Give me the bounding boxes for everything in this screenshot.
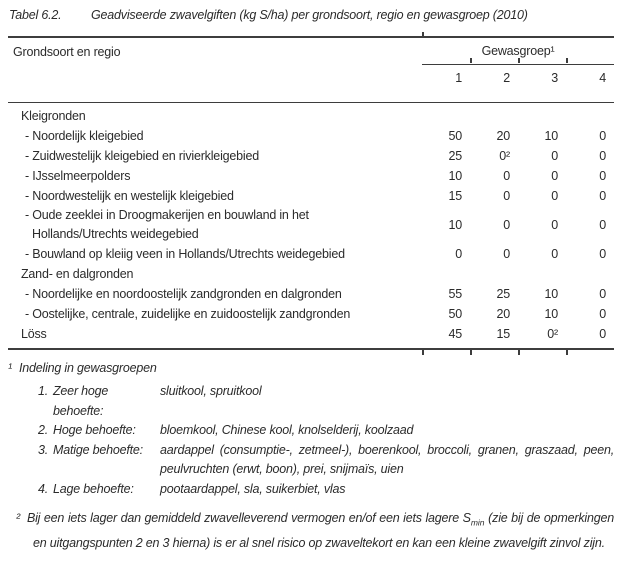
cell-value: 20: [496, 307, 510, 321]
cell-value: 0: [503, 218, 510, 232]
item-name: Matige behoefte:: [53, 442, 143, 457]
crop-group-item-4: [8, 480, 614, 500]
cell-value: 0: [551, 169, 558, 183]
table-row: [8, 284, 614, 304]
cell-value: 50: [448, 129, 462, 143]
column-divider-tick: [422, 32, 424, 37]
footnote-2-text-before: Bij een iets lager dan gemiddeld zwavelleverend vermogen en/of een iets lagere: [26, 511, 463, 525]
table-row: [8, 324, 614, 344]
item-number: 1.: [38, 384, 49, 398]
column-divider-tick: [518, 350, 520, 355]
cell-value: 0: [599, 307, 606, 321]
table-row: [8, 146, 614, 166]
footnote-1: [8, 360, 614, 376]
s-min-subscript: min: [470, 517, 485, 528]
table-header: [8, 38, 614, 103]
cell-value: 0: [503, 169, 510, 183]
row-label: - Zuidwestelijk kleigebied en rivierkleigebied: [25, 148, 259, 163]
table-caption: [8, 7, 614, 23]
table-row: [8, 264, 614, 284]
cell-value: 0: [551, 218, 558, 232]
row-label: Kleigronden: [21, 108, 86, 123]
column-header-grondsoort: Grondsoort en regio: [13, 44, 121, 59]
cell-value: 20: [496, 129, 510, 143]
column-divider-tick: [566, 58, 568, 63]
item-crops: pootaardappel, sla, suikerbiet, vlas: [160, 481, 346, 496]
cell-value: 0: [599, 247, 606, 261]
cell-value: 10: [448, 169, 462, 183]
table-row: [8, 166, 614, 186]
column-group-header: [422, 38, 614, 65]
item-name: Hoge behoefte:: [53, 423, 136, 437]
footnote-2: [8, 508, 614, 553]
column-header-2: 2: [503, 71, 510, 85]
cell-value: 0: [551, 247, 558, 261]
table-row: [8, 206, 614, 244]
footnote-1-marker: ¹: [8, 361, 12, 375]
item-crops: sluitkool, spruitkool: [160, 384, 262, 398]
table-header-row-2: [8, 65, 614, 102]
cell-value: 55: [448, 287, 462, 301]
cell-value: 25: [496, 287, 510, 301]
crop-group-list: [8, 382, 614, 499]
cell-value: 45: [448, 327, 462, 341]
item-name: Zeer hoge behoefte:: [53, 384, 109, 418]
row-label: - Noordelijk kleigebied: [25, 128, 144, 143]
table-header-row-1: [8, 38, 614, 65]
cell-value: 0: [599, 327, 606, 341]
item-crops: bloemkool, Chinese kool, knolselderij, koolzaad: [160, 423, 414, 437]
column-group-label: Gewasgroep¹: [481, 44, 555, 58]
cell-value: 0: [551, 149, 558, 163]
column-divider-tick: [470, 350, 472, 355]
row-label: Löss: [21, 326, 47, 341]
cell-value: 25: [448, 149, 462, 163]
cell-value: 10: [544, 307, 558, 321]
item-number: 3.: [38, 442, 49, 457]
column-header-4: 4: [599, 71, 606, 85]
cell-value: 0: [551, 189, 558, 203]
table-row: [8, 106, 614, 126]
data-table: [8, 36, 614, 350]
row-label: - Noordelijke en noordoostelijk zandgronden en dalgronden: [25, 286, 342, 301]
cell-value: 0: [455, 247, 462, 261]
cell-value: 0²: [547, 327, 558, 341]
cell-value: 10: [544, 287, 558, 301]
row-label: - Bouwland op kleiig veen in Hollands/Utrechts weidegebied: [25, 246, 345, 261]
table-row: [8, 186, 614, 206]
column-divider-tick: [470, 58, 472, 63]
table-row: [8, 126, 614, 146]
footnote-1-title: Indeling in gewasgroepen: [18, 361, 157, 375]
cell-value: 0: [599, 218, 606, 232]
cell-value: 15: [496, 327, 510, 341]
cell-value: 0: [599, 287, 606, 301]
row-label: - Noordwestelijk en westelijk kleigebied: [25, 188, 234, 203]
header-spacer: [8, 65, 422, 102]
table-row: [8, 244, 614, 264]
table-body: [8, 103, 614, 348]
row-label: - Oostelijke, centrale, zuidelijke en zuidoostelijk zandgronden: [25, 306, 351, 321]
cell-value: 0: [599, 189, 606, 203]
column-divider-tick: [422, 350, 424, 355]
crop-group-item-1: [8, 382, 614, 421]
cell-value: 0²: [499, 149, 510, 163]
cell-value: 0: [599, 169, 606, 183]
column-header-1: 1: [455, 71, 462, 85]
table-row: [8, 304, 614, 324]
item-name: Lage behoefte:: [53, 481, 134, 496]
item-number: 4.: [38, 481, 49, 496]
cell-value: 15: [448, 189, 462, 203]
footnote-2-marker: ²: [16, 511, 20, 525]
s-min-symbol: $S_{min}$: [462, 511, 485, 528]
cell-value: 10: [448, 218, 462, 232]
cell-value: 10: [544, 129, 558, 143]
cell-value: 0: [503, 247, 510, 261]
column-divider-tick: [518, 58, 520, 63]
cell-value: 50: [448, 307, 462, 321]
cell-value: 0: [599, 129, 606, 143]
cell-value: 0: [503, 189, 510, 203]
item-number: 2.: [38, 423, 49, 437]
row-label: Zand- en dalgronden: [21, 266, 134, 281]
row-label: - Oude zeeklei in Droogmakerijen en bouwland in het Hollands/Utrechts weidegebied: [25, 208, 309, 241]
crop-group-item-3: [8, 441, 614, 480]
crop-group-item-2: [8, 421, 614, 441]
cell-value: 0: [599, 149, 606, 163]
column-header-3: 3: [551, 71, 558, 85]
item-crops: aardappel (consumptie-, zetmeel-), boerenkool, broccoli, granen, graszaad, peen, peulvruchten (erwt, boon), prei, snijmaïs, uien: [160, 442, 614, 476]
table-caption-text: Geadviseerde zwavelgiften (kg S/ha) per grondsoort, regio en gewasgroep (2010): [91, 8, 528, 22]
row-label: - IJsselmeerpolders: [25, 168, 131, 183]
table-number: Tabel 6.2.: [9, 8, 62, 22]
column-divider-tick: [566, 350, 568, 355]
footnote-2-text-after: (zie bij de opmerkingen en uitgangspunten 2 en 3 hierna) is er al snel risico op zwaveltekort en kan een kleine zwavelgift zinvol zijn.: [33, 511, 614, 550]
